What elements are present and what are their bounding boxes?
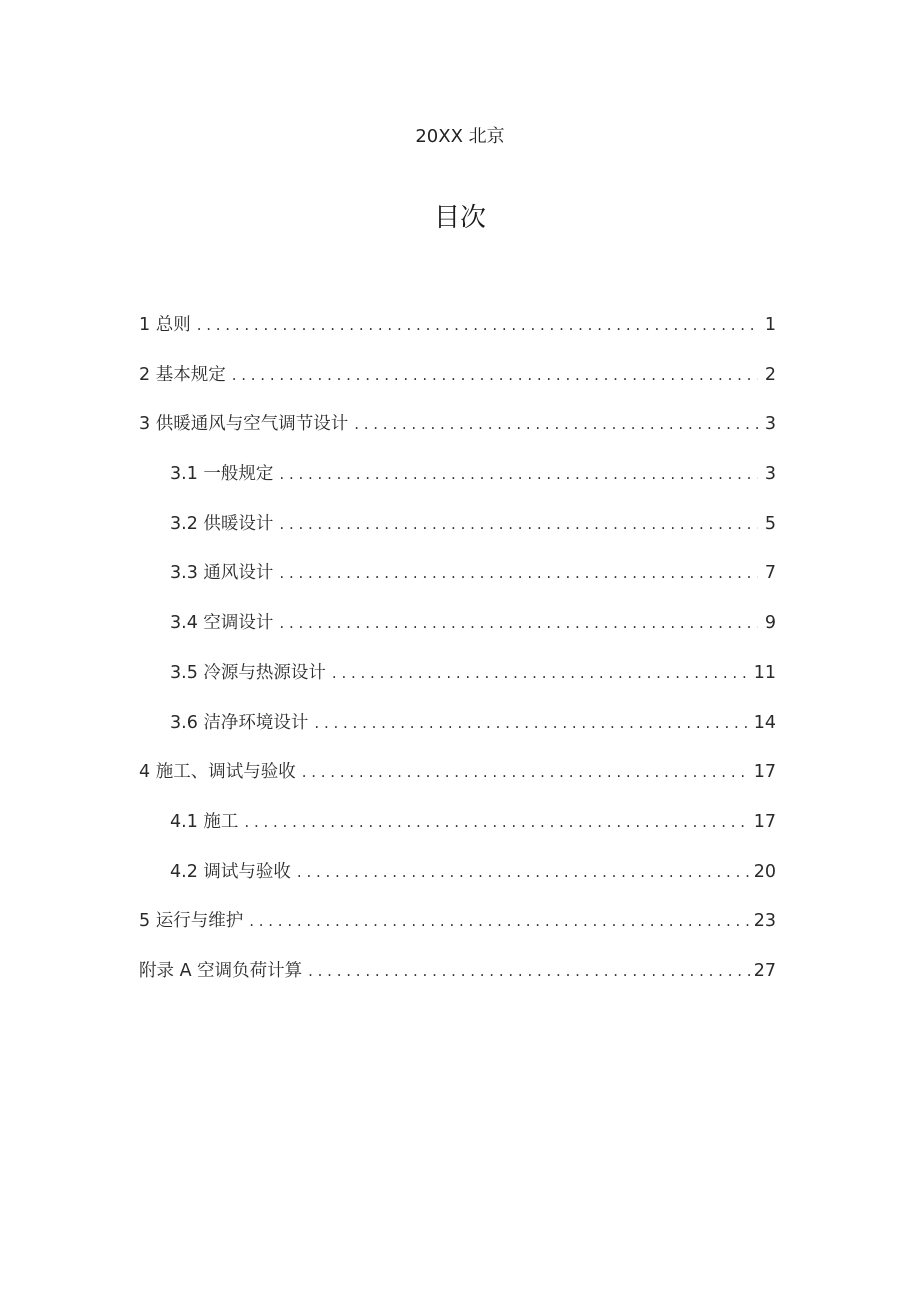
toc-entry-page: 3	[764, 414, 776, 435]
toc-entry-page: 2	[764, 364, 776, 385]
toc-subentry[interactable]	[139, 857, 776, 907]
toc-leader-dots	[354, 409, 758, 439]
toc-entry-page: 3	[764, 464, 776, 485]
toc-leader-dots	[297, 857, 750, 887]
toc-entry-page: 14	[753, 712, 776, 733]
toc-entry-label: 5 运行与维护	[139, 911, 244, 932]
place-and-year: 20XX 北京	[415, 126, 505, 147]
toc-subentry[interactable]	[139, 608, 776, 658]
toc-entry[interactable]	[139, 906, 776, 956]
toc-entry-label: 3.2 供暖设计	[170, 513, 274, 534]
toc-entry-page: 27	[753, 960, 776, 981]
toc-subentry[interactable]	[139, 509, 776, 559]
toc-entry-label: 附录 A 空调负荷计算	[139, 960, 303, 981]
toc-entry-label: 4.2 调试与验收	[170, 861, 291, 882]
toc-entry-page: 20	[753, 861, 776, 882]
toc-entry[interactable]	[139, 409, 776, 459]
toc-subentry[interactable]	[139, 558, 776, 608]
toc-entry-page: 17	[753, 762, 776, 783]
toc-subentry[interactable]	[139, 708, 776, 758]
toc-entry[interactable]	[139, 757, 776, 807]
toc-entry-page: 11	[753, 662, 776, 683]
toc-entry-label: 1 总则	[139, 315, 191, 335]
toc-leader-dots	[314, 708, 749, 738]
toc-leader-dots	[244, 807, 749, 837]
toc-entry-page: 1	[764, 315, 776, 335]
toc-entry-label: 3.5 冷源与热源设计	[170, 662, 326, 683]
toc-leader-dots	[279, 558, 758, 588]
toc-entry[interactable]	[139, 360, 776, 410]
toc-entry[interactable]	[139, 956, 776, 1006]
toc-entry-label: 3.3 通风设计	[170, 563, 274, 584]
toc-entry-label: 3 供暖通风与空气调节设计	[139, 414, 349, 435]
toc-leader-dots	[249, 906, 750, 936]
toc-subentry[interactable]	[139, 658, 776, 708]
toc-entry-page: 9	[764, 613, 776, 634]
toc-leader-dots	[279, 509, 758, 539]
toc-leader-dots	[279, 459, 758, 489]
toc-entry-label: 3.4 空调设计	[170, 613, 274, 634]
toc-entry-page: 17	[753, 811, 776, 832]
toc-leader-dots	[197, 310, 758, 340]
toc-entry-page: 23	[753, 911, 776, 932]
toc-entry-page: 7	[764, 563, 776, 584]
toc-leader-dots	[232, 360, 758, 390]
toc-entry-label: 2 基本规定	[139, 364, 226, 385]
toc-leader-dots	[279, 608, 758, 638]
toc-title: 目次	[433, 203, 486, 233]
toc-entry-page: 5	[764, 513, 776, 534]
toc-leader-dots	[302, 757, 750, 787]
toc-entry-label: 4 施工、调试与验收	[139, 762, 296, 783]
toc-leader-dots	[308, 956, 750, 986]
toc-subentry[interactable]	[139, 807, 776, 857]
toc-entry-label: 3.1 一般规定	[170, 464, 274, 485]
toc-entry[interactable]	[139, 310, 776, 360]
toc-leader-dots	[332, 658, 750, 688]
toc-entry-label: 4.1 施工	[170, 811, 239, 832]
toc-subentry[interactable]	[139, 459, 776, 509]
table-of-contents	[139, 310, 776, 1006]
toc-entry-label: 3.6 洁净环境设计	[170, 712, 309, 733]
